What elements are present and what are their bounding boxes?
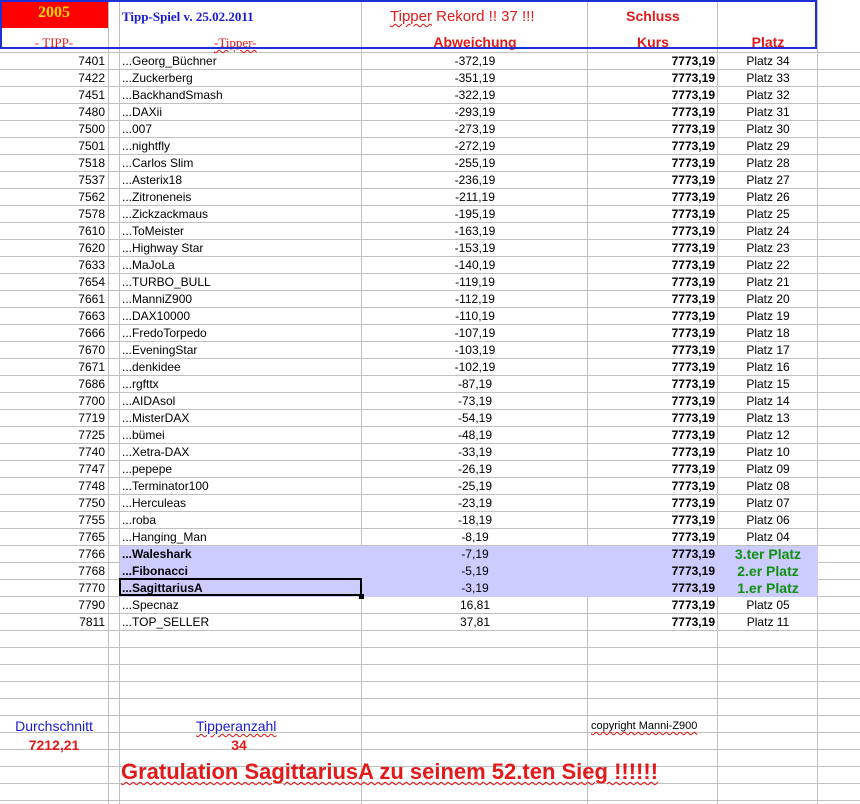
abweichung-cell[interactable]: -3,19	[461, 581, 489, 595]
kurs-cell[interactable]: 7773,19	[671, 530, 715, 544]
average-label: Durchschnitt	[15, 718, 93, 734]
platz-cell[interactable]: Platz 16	[746, 360, 790, 374]
abweichung-cell[interactable]: 37,81	[459, 615, 491, 629]
tipp-cell[interactable]: 7654	[78, 275, 105, 289]
tipper-name-cell[interactable]: ...Fibonacci	[122, 564, 189, 578]
tipper-name-cell[interactable]: ...denkidee	[122, 360, 181, 374]
kurs-cell[interactable]: 7773,19	[671, 598, 715, 612]
kurs-cell[interactable]: 7773,19	[671, 547, 715, 561]
kurs-cell[interactable]: 7773,19	[671, 173, 715, 187]
abweichung-cell[interactable]: -293,19	[454, 105, 496, 119]
tipper-name-cell[interactable]: ...DAX10000	[122, 309, 191, 323]
platz-cell[interactable]: Platz 24	[746, 224, 790, 238]
kurs-cell[interactable]: 7773,19	[671, 615, 715, 629]
tipp-cell[interactable]: 7666	[78, 326, 105, 340]
tipp-cell[interactable]: 7790	[78, 598, 105, 612]
record-prefix: Tipper	[390, 8, 432, 25]
platz-cell[interactable]: Platz 21	[746, 275, 790, 289]
kurs-cell[interactable]: 7773,19	[671, 360, 715, 374]
kurs-cell[interactable]: 7773,19	[671, 224, 715, 238]
abweichung-cell[interactable]: -110,19	[455, 309, 495, 323]
tipper-name-cell[interactable]: ...Carlos Slim	[122, 156, 194, 170]
tipp-cell[interactable]: 7719	[78, 411, 105, 425]
record-rest: Rekord !! 37 !!!	[431, 8, 535, 25]
tipper-name-cell[interactable]: ...SagittariusA	[122, 581, 203, 595]
tipp-cell[interactable]: 7670	[78, 343, 105, 357]
tipp-cell[interactable]: 7770	[78, 581, 105, 595]
kurs-cell[interactable]: 7773,19	[671, 88, 715, 102]
abweichung-cell[interactable]: -102,19	[454, 360, 496, 374]
platz-cell[interactable]: Platz 06	[746, 513, 790, 527]
platz-cell[interactable]: Platz 12	[746, 428, 790, 442]
tipp-cell[interactable]: 7562	[78, 190, 105, 204]
kurs-cell[interactable]: 7773,19	[671, 190, 715, 204]
kurs-cell[interactable]: 7773,19	[671, 71, 715, 85]
abweichung-cell[interactable]: -8,19	[461, 530, 489, 544]
tipp-cell[interactable]: 7755	[78, 513, 105, 527]
abweichung-cell[interactable]: -103,19	[454, 343, 496, 357]
platz-cell[interactable]: 3.ter Platz	[734, 546, 802, 562]
tipper-name-cell[interactable]: ...Zickzackmaus	[122, 207, 209, 221]
tipp-cell[interactable]: 7500	[78, 122, 105, 136]
platz-cell[interactable]: 1.er Platz	[737, 580, 799, 596]
abweichung-cell[interactable]: -351,19	[454, 71, 496, 85]
tipp-cell[interactable]: 7700	[78, 394, 105, 408]
kurs-cell[interactable]: 7773,19	[671, 156, 715, 170]
abweichung-cell[interactable]: -48,19	[457, 428, 493, 442]
tipper-name-cell[interactable]: ...Asterix18	[122, 173, 183, 187]
platz-cell[interactable]: Platz 23	[746, 241, 790, 255]
kurs-cell[interactable]: 7773,19	[671, 445, 715, 459]
kurs-cell[interactable]: 7773,19	[671, 394, 715, 408]
tipp-cell[interactable]: 7748	[78, 479, 105, 493]
tipp-cell[interactable]: 7750	[78, 496, 105, 510]
platz-cell[interactable]: Platz 27	[746, 173, 790, 187]
kurs-cell[interactable]: 7773,19	[671, 479, 715, 493]
kurs-cell[interactable]: 7773,19	[671, 275, 715, 289]
tipper-name-cell[interactable]: ...MisterDAX	[122, 411, 190, 425]
platz-cell[interactable]: Platz 07	[746, 496, 790, 510]
tipper-name-cell[interactable]: ...Waleshark	[122, 547, 192, 561]
abweichung-cell[interactable]: 16,81	[459, 598, 491, 612]
tipp-cell[interactable]: 7620	[78, 241, 105, 255]
tipp-cell[interactable]: 7765	[78, 530, 105, 544]
tipper-name-cell[interactable]: ...Herculeas	[122, 496, 187, 510]
kurs-cell[interactable]: 7773,19	[671, 564, 715, 578]
tipper-name-cell[interactable]: ...TURBO_BULL	[122, 275, 211, 289]
abweichung-cell[interactable]: -372,19	[454, 54, 496, 68]
abweichung-cell[interactable]: -33,19	[457, 445, 493, 459]
platz-cell[interactable]: Platz 19	[746, 309, 790, 323]
tipp-cell[interactable]: 7501	[78, 139, 105, 153]
tipper-name-cell[interactable]: ...Georg_Büchner	[122, 54, 217, 68]
col-platz-header: Platz	[751, 34, 785, 50]
abweichung-cell[interactable]: -255,19	[454, 156, 496, 170]
tipp-cell[interactable]: 7740	[78, 445, 105, 459]
abweichung-cell[interactable]: -163,19	[454, 224, 496, 238]
kurs-cell[interactable]: 7773,19	[671, 428, 715, 442]
platz-cell[interactable]: Platz 08	[746, 479, 790, 493]
kurs-cell[interactable]: 7773,19	[671, 411, 715, 425]
abweichung-cell[interactable]: -5,19	[461, 564, 489, 578]
col-kurs-header: Kurs	[637, 34, 669, 50]
tipper-name-cell[interactable]: ...nightfly	[122, 139, 171, 153]
tipp-cell[interactable]: 7686	[78, 377, 105, 391]
platz-cell[interactable]: Platz 10	[746, 445, 790, 459]
tipp-cell[interactable]: 7422	[78, 71, 105, 85]
kurs-cell[interactable]: 7773,19	[671, 105, 715, 119]
tipp-cell[interactable]: 7480	[78, 105, 105, 119]
tipp-cell[interactable]: 7663	[78, 309, 105, 323]
tipp-cell[interactable]: 7578	[78, 207, 105, 221]
tipper-name-cell[interactable]: ...EveningStar	[122, 343, 198, 357]
kurs-cell[interactable]: 7773,19	[671, 139, 715, 153]
abweichung-cell[interactable]: -87,19	[457, 377, 493, 391]
abweichung-cell[interactable]: -26,19	[457, 462, 493, 476]
tipp-cell[interactable]: 7661	[78, 292, 105, 306]
platz-cell[interactable]: Platz 18	[746, 326, 790, 340]
platz-cell[interactable]: Platz 26	[746, 190, 790, 204]
abweichung-cell[interactable]: -25,19	[457, 479, 493, 493]
tipper-name-cell[interactable]: ...roba	[122, 513, 157, 527]
abweichung-cell[interactable]: -236,19	[454, 173, 496, 187]
kurs-cell[interactable]: 7773,19	[671, 207, 715, 221]
tipp-cell[interactable]: 7610	[78, 224, 105, 238]
tipper-name-cell[interactable]: ...Terminator100	[122, 479, 209, 493]
platz-cell[interactable]: Platz 05	[746, 598, 790, 612]
platz-cell[interactable]: Platz 31	[746, 105, 790, 119]
kurs-cell[interactable]: 7773,19	[671, 581, 715, 595]
platz-cell[interactable]: Platz 14	[746, 394, 790, 408]
kurs-cell[interactable]: 7773,19	[671, 326, 715, 340]
abweichung-cell[interactable]: -23,19	[457, 496, 493, 510]
kurs-cell[interactable]: 7773,19	[671, 513, 715, 527]
platz-cell[interactable]: Platz 15	[746, 377, 790, 391]
tipp-cell[interactable]: 7537	[78, 173, 105, 187]
tipper-count-label: Tipperanzahl	[196, 718, 277, 734]
abweichung-cell[interactable]: -140,19	[454, 258, 496, 272]
col-abweichung-header: Abweichung	[433, 34, 517, 50]
header-border	[0, 0, 817, 49]
kurs-cell[interactable]: 7773,19	[671, 258, 715, 272]
tipper-name-cell[interactable]: ...Xetra-DAX	[122, 445, 190, 459]
copyright-note: copyright Manni-Z900	[591, 720, 698, 732]
platz-cell[interactable]: Platz 09	[746, 462, 790, 476]
abweichung-cell[interactable]: -273,19	[454, 122, 496, 136]
platz-cell[interactable]: Platz 30	[746, 122, 790, 136]
schluss-label: Schluss	[626, 8, 680, 24]
tipp-cell[interactable]: 7768	[78, 564, 105, 578]
tipper-name-cell[interactable]: ...Zitroneneis	[122, 190, 192, 204]
kurs-cell[interactable]: 7773,19	[671, 122, 715, 136]
tipper-name-cell[interactable]: ...ManniZ900	[122, 292, 193, 306]
platz-cell[interactable]: Platz 34	[746, 54, 790, 68]
platz-cell[interactable]: Platz 20	[746, 292, 790, 306]
kurs-cell[interactable]: 7773,19	[671, 462, 715, 476]
platz-cell[interactable]: Platz 22	[746, 258, 790, 272]
platz-cell[interactable]: Platz 17	[746, 343, 790, 357]
platz-cell[interactable]: Platz 13	[746, 411, 790, 425]
abweichung-cell[interactable]: -54,19	[457, 411, 493, 425]
tipper-name-cell[interactable]: ...DAXii	[122, 105, 163, 119]
platz-cell[interactable]: Platz 04	[746, 530, 790, 544]
tipper-name-cell[interactable]: ...BackhandSmash	[122, 88, 223, 102]
tipper-name-cell[interactable]: ...ToMeister	[122, 224, 185, 238]
platz-cell[interactable]: Platz 28	[746, 156, 790, 170]
abweichung-cell[interactable]: -119,19	[455, 275, 495, 289]
col-tipper-header: -Tipper-	[214, 35, 257, 50]
tipper-name-cell[interactable]: ...Hanging_Man	[122, 530, 207, 544]
platz-cell[interactable]: Platz 33	[746, 71, 790, 85]
abweichung-cell[interactable]: -112,19	[455, 292, 495, 306]
tipper-name-cell[interactable]: ...Specnaz	[122, 598, 179, 612]
platz-cell[interactable]: 2.er Platz	[737, 563, 799, 579]
tipper-name-cell[interactable]: ...FredoTorpedo	[122, 326, 207, 340]
tipper-count-value: 34	[231, 737, 247, 753]
platz-cell[interactable]: Platz 29	[746, 139, 790, 153]
title: Tipp-Spiel v. 25.02.2011	[122, 9, 254, 24]
tipper-name-cell[interactable]: ...rgfttx	[122, 377, 159, 391]
tipp-cell[interactable]: 7811	[79, 615, 105, 629]
tipper-name-cell[interactable]: ...AIDAsol	[122, 394, 176, 408]
abweichung-cell[interactable]: -272,19	[454, 139, 496, 153]
abweichung-cell[interactable]: -195,19	[454, 207, 496, 221]
abweichung-cell[interactable]: -18,19	[457, 513, 493, 527]
fill-handle[interactable]	[359, 594, 364, 599]
tipper-name-cell[interactable]: ...007	[122, 122, 153, 136]
abweichung-cell[interactable]: -73,19	[457, 394, 493, 408]
tipper-name-cell[interactable]: ...TOP_SELLER	[122, 615, 210, 629]
abweichung-cell[interactable]: -211,19	[455, 190, 495, 204]
col-tipp-header: - TIPP-	[34, 35, 74, 50]
abweichung-cell[interactable]: -153,19	[454, 241, 496, 255]
year-label: 2005	[38, 4, 70, 21]
platz-cell[interactable]: Platz 25	[746, 207, 790, 221]
tipp-cell[interactable]: 7766	[78, 547, 105, 561]
kurs-cell[interactable]: 7773,19	[671, 377, 715, 391]
abweichung-cell[interactable]: -7,19	[461, 547, 489, 561]
kurs-cell[interactable]: 7773,19	[671, 343, 715, 357]
tipp-cell[interactable]: 7451	[78, 88, 105, 102]
kurs-cell[interactable]: 7773,19	[671, 496, 715, 510]
tipp-cell[interactable]: 7518	[78, 156, 105, 170]
kurs-cell[interactable]: 7773,19	[671, 241, 715, 255]
abweichung-cell[interactable]: -107,19	[454, 326, 496, 340]
tipp-cell[interactable]: 7725	[78, 428, 105, 442]
tipper-name-cell[interactable]: ...Zuckerberg	[122, 71, 193, 85]
active-cell-selection[interactable]	[119, 578, 362, 596]
tipper-name-cell[interactable]: ...pepepe	[122, 462, 173, 476]
average-value: 7212,21	[28, 737, 80, 753]
tipp-cell[interactable]: 7671	[78, 360, 105, 374]
abweichung-cell[interactable]: -322,19	[454, 88, 496, 102]
tipp-cell[interactable]: 7401	[78, 54, 105, 68]
tipp-cell[interactable]: 7747	[78, 462, 105, 476]
platz-cell[interactable]: Platz 11	[746, 615, 790, 629]
congratulation-banner: Gratulation SagittariusA zu seinem 52.ten Sieg !!!!!!	[121, 759, 659, 784]
tipper-name-cell[interactable]: ...Highway Star	[122, 241, 204, 255]
tipper-name-cell[interactable]: ...bümei	[122, 428, 165, 442]
platz-cell[interactable]: Platz 32	[746, 88, 790, 102]
kurs-cell[interactable]: 7773,19	[671, 292, 715, 306]
kurs-cell[interactable]: 7773,19	[671, 309, 715, 323]
kurs-cell[interactable]: 7773,19	[671, 54, 715, 68]
tipper-name-cell[interactable]: ...MaJoLa	[122, 258, 175, 272]
tipp-cell[interactable]: 7633	[78, 258, 105, 272]
